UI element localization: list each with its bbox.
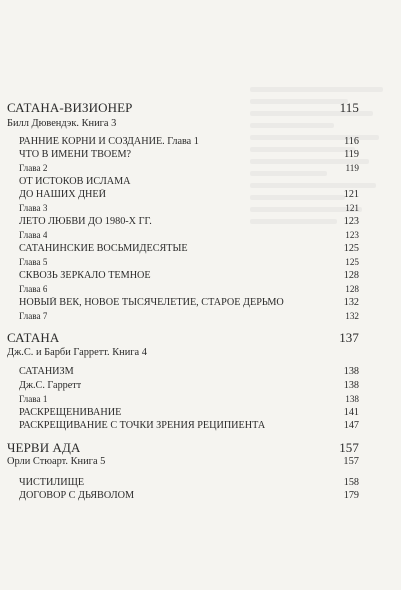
section-page-number: 137 — [339, 330, 359, 345]
entry-page-number: 138 — [343, 380, 359, 391]
toc-entry — [19, 163, 359, 173]
toc-entry — [19, 149, 359, 160]
toc-entry — [19, 380, 359, 391]
entry-text: Глава 3 — [19, 203, 48, 213]
section-title-text: САТАНА — [7, 330, 60, 345]
toc-entry — [19, 311, 359, 321]
toc-section-author — [7, 118, 359, 129]
toc-section-title — [7, 440, 359, 456]
entry-text: НОВЫЙ ВЕК, НОВОЕ ТЫСЯЧЕЛЕТИЕ, СТАРОЕ ДЕРЬМО — [19, 297, 284, 308]
toc-entry — [19, 420, 359, 431]
entry-page-number: 132 — [343, 297, 359, 308]
entry-page-number: 138 — [345, 394, 359, 404]
entry-page-number: 123 — [345, 230, 359, 240]
toc-entry — [19, 136, 359, 147]
toc-entry — [19, 394, 359, 404]
toc-entry — [19, 270, 359, 281]
toc-section-title — [7, 100, 359, 116]
entry-page-number: 123 — [343, 216, 359, 227]
entry-text: Глава 7 — [19, 311, 48, 321]
entry-text: Глава 6 — [19, 284, 48, 294]
entry-page-number: 132 — [345, 311, 359, 321]
toc-entry — [19, 490, 359, 501]
entry-page-number: 158 — [343, 477, 359, 488]
entry-page-number: 138 — [343, 366, 359, 377]
entry-page-number: 128 — [345, 284, 359, 294]
entry-text: Глава 4 — [19, 230, 48, 240]
toc-entry — [19, 189, 359, 200]
toc-entry — [19, 297, 359, 308]
section-author-text: Орли Стюарт. Книга 5 — [7, 456, 106, 467]
toc-entry — [19, 230, 359, 240]
section-title-text: ЧЕРВИ АДА — [7, 440, 81, 455]
toc-entry — [19, 216, 359, 227]
entry-text: ЧТО В ИМЕНИ ТВОЕМ? — [19, 149, 132, 160]
entry-page-number: 141 — [343, 407, 359, 418]
toc-entry — [19, 407, 359, 418]
toc-entry — [19, 284, 359, 294]
entry-page-number: 121 — [343, 189, 359, 200]
section-page-number: 115 — [339, 100, 359, 115]
author-page-number: 157 — [343, 456, 359, 467]
toc-section-title — [7, 330, 359, 346]
section-page-number: 157 — [339, 440, 359, 455]
entry-text: ДОГОВОР С ДЬЯВОЛОМ — [19, 490, 135, 501]
entry-page-number: 147 — [343, 420, 359, 431]
toc-entry — [19, 176, 359, 187]
toc-entry — [19, 477, 359, 488]
entry-page-number: 125 — [343, 243, 359, 254]
entry-page-number: 128 — [343, 270, 359, 281]
section-author-text: Билл Дювендэк. Книга 3 — [7, 118, 117, 129]
entry-text: СКВОЗЬ ЗЕРКАЛО ТЕМНОЕ — [19, 270, 151, 281]
entry-text: Дж.С. Гарретт — [19, 380, 82, 391]
entry-text: РАСКРЕЩИВАНИЕ С ТОЧКИ ЗРЕНИЯ РЕЦИПИЕНТА — [19, 420, 266, 431]
entry-text: РАСКРЕЩЕНИВАНИЕ — [19, 407, 122, 418]
entry-page-number: 119 — [345, 163, 359, 173]
toc-entry — [19, 257, 359, 267]
entry-text: САТАНИЗМ — [19, 366, 74, 377]
toc-entry — [19, 243, 359, 254]
toc-entry — [19, 366, 359, 377]
entry-page-number: 121 — [345, 203, 359, 213]
entry-page-number: 125 — [345, 257, 359, 267]
entry-text: САТАНИНСКИЕ ВОСЬМИДЕСЯТЫЕ — [19, 243, 188, 254]
entry-text: Глава 1 — [19, 394, 48, 404]
section-author-text: Дж.С. и Барби Гарретт. Книга 4 — [7, 347, 147, 358]
entry-text: Глава 5 — [19, 257, 48, 267]
section-title-text: САТАНА-ВИЗИОНЕР — [7, 100, 133, 115]
entry-text: ЛЕТО ЛЮБВИ ДО 1980-Х ГГ. — [19, 216, 152, 227]
entry-page-number: 119 — [344, 149, 359, 160]
entry-text: РАННИЕ КОРНИ И СОЗДАНИЕ. Глава 1 — [19, 136, 199, 147]
entry-text: ОТ ИСТОКОВ ИСЛАМА — [19, 176, 131, 187]
toc-entry — [19, 203, 359, 213]
entry-page-number: 179 — [343, 490, 359, 501]
entry-page-number: 116 — [344, 136, 359, 147]
toc-section-author — [7, 456, 359, 467]
entry-text: Глава 2 — [19, 163, 48, 173]
entry-text: ЧИСТИЛИЩЕ — [19, 477, 85, 488]
toc-section-author — [7, 347, 359, 358]
entry-text: ДО НАШИХ ДНЕЙ — [19, 189, 106, 200]
